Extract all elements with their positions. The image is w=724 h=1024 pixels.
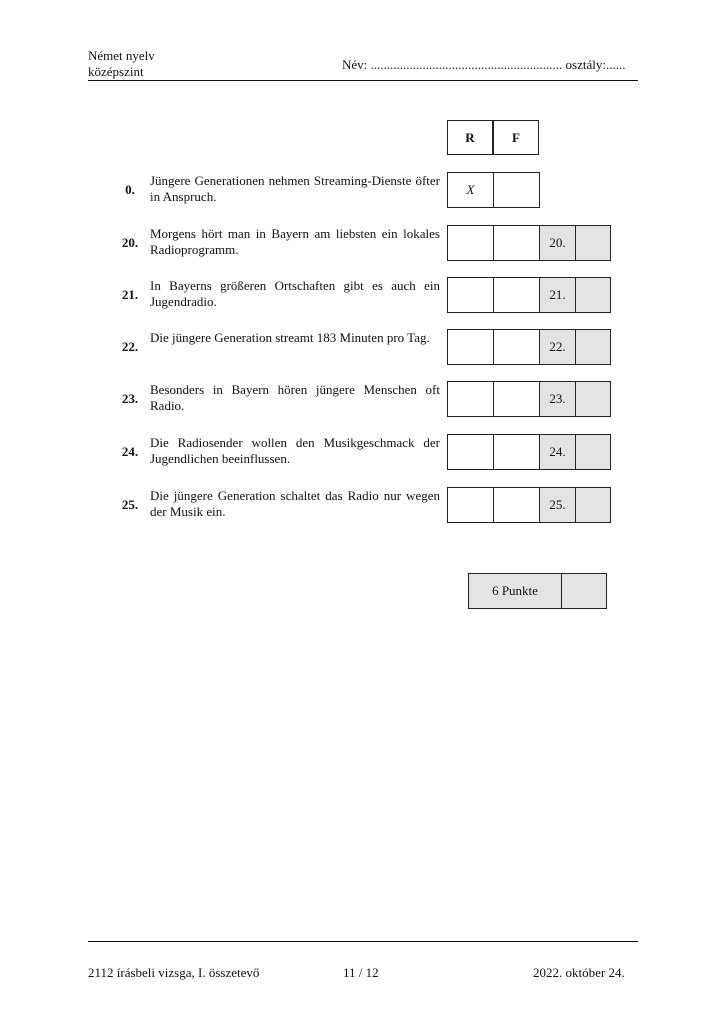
item-statement: In Bayerns größeren Ortschaften gibt es auch ein Jugendradio. — [150, 278, 440, 309]
item-number: 0. — [125, 182, 135, 197]
question-row — [0, 277, 724, 313]
answer-box-r: X — [447, 172, 494, 208]
score-label: 25. — [540, 488, 576, 522]
score-box — [539, 329, 611, 365]
item-number: 25. — [121, 497, 139, 512]
header-subject-block — [88, 48, 155, 80]
score-field[interactable] — [576, 488, 610, 522]
item-number: 22. — [121, 339, 139, 354]
total-points-box — [468, 573, 607, 609]
answer-box-f[interactable] — [493, 381, 540, 417]
item-number: 20. — [121, 235, 139, 250]
column-header-richtig: R — [447, 120, 493, 155]
answer-box-r[interactable] — [447, 434, 494, 470]
answer-box-f[interactable] — [493, 434, 540, 470]
answer-box-r[interactable] — [447, 225, 494, 261]
score-label: 22. — [540, 330, 576, 364]
answer-box-f[interactable] — [493, 277, 540, 313]
footer-rule — [88, 941, 638, 942]
total-points-label: 6 Punkte — [469, 574, 562, 608]
item-statement: Die Radiosender wollen den Musikgeschmack der Jugendlichen beeinflussen. — [150, 435, 440, 466]
score-box — [539, 381, 611, 417]
answer-box-r[interactable] — [447, 329, 494, 365]
question-row — [0, 329, 724, 365]
item-statement: Die jüngere Generation streamt 183 Minuten pro Tag. — [150, 330, 430, 345]
question-row — [0, 225, 724, 261]
example-row — [0, 172, 724, 208]
answer-box-r[interactable] — [447, 487, 494, 523]
answer-box-f — [493, 172, 540, 208]
answer-box-f[interactable] — [493, 329, 540, 365]
subject-label: Német nyelv — [88, 48, 155, 63]
item-number: 23. — [121, 391, 139, 406]
question-row — [0, 434, 724, 470]
score-label: 20. — [540, 226, 576, 260]
answer-box-r[interactable] — [447, 381, 494, 417]
score-field[interactable] — [576, 226, 610, 260]
header-rule — [88, 80, 638, 81]
footer-date: 2022. október 24. — [533, 965, 625, 980]
score-field[interactable] — [576, 435, 610, 469]
score-box — [539, 487, 611, 523]
name-class-field: Név: ........................................................... osztály:...... — [342, 57, 626, 72]
level-label: középszint — [88, 64, 144, 79]
answer-box-f[interactable] — [493, 487, 540, 523]
score-field[interactable] — [576, 382, 610, 416]
question-row — [0, 381, 724, 417]
footer-exam-label: 2112 írásbeli vizsga, I. összetevő — [88, 965, 260, 980]
item-number: 24. — [121, 444, 139, 459]
score-box — [539, 277, 611, 313]
answer-box-f[interactable] — [493, 225, 540, 261]
answer-box-r[interactable] — [447, 277, 494, 313]
total-points-field[interactable] — [562, 574, 606, 608]
score-label: 24. — [540, 435, 576, 469]
item-number: 21. — [121, 287, 139, 302]
question-row — [0, 487, 724, 523]
item-statement: Morgens hört man in Bayern am liebsten ein lokales Radioprogramm. — [150, 226, 440, 257]
item-statement: Besonders in Bayern hören jüngere Menschen oft Radio. — [150, 382, 440, 413]
item-statement: Jüngere Generationen nehmen Streaming-Dienste öfter in Anspruch. — [150, 173, 440, 204]
score-field[interactable] — [576, 330, 610, 364]
score-box — [539, 434, 611, 470]
column-header-falsch: F — [493, 120, 539, 155]
score-field[interactable] — [576, 278, 610, 312]
score-box — [539, 225, 611, 261]
footer-page-number: 11 / 12 — [343, 965, 379, 980]
score-label: 21. — [540, 278, 576, 312]
item-statement: Die jüngere Generation schaltet das Radio nur wegen der Musik ein. — [150, 488, 440, 519]
score-label: 23. — [540, 382, 576, 416]
